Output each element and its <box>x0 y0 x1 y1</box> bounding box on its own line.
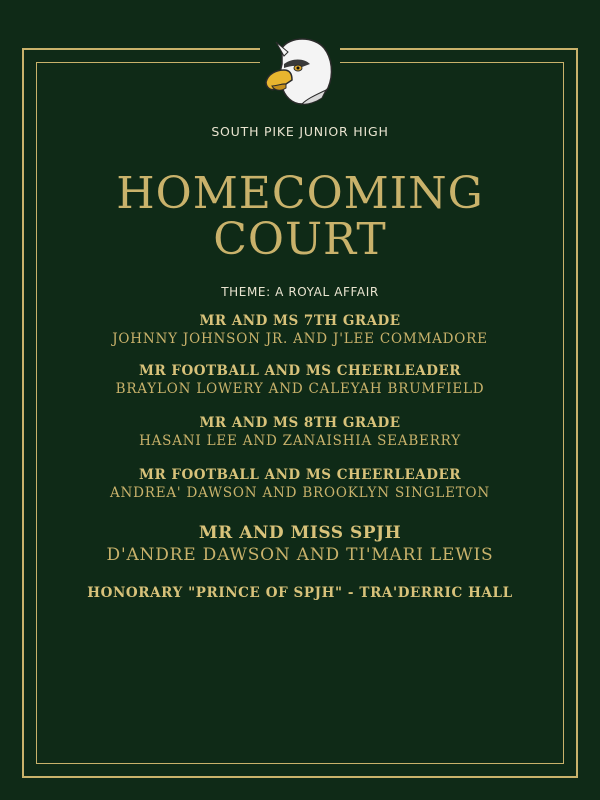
title-court: COURT <box>213 214 387 265</box>
award-names: ANDREA' DAWSON AND BROOKLYN SINGLETON <box>109 485 491 501</box>
poster-content <box>40 118 560 601</box>
award-names: HASANI LEE AND ZANAISHIA SEABERRY <box>139 433 461 449</box>
award-title: MR AND MS 8TH GRADE <box>199 415 401 431</box>
award-football-cheer-8th <box>40 467 560 501</box>
award-title: MR AND MISS SPJH <box>198 523 402 543</box>
award-8th-grade <box>40 415 560 449</box>
school-name: SOUTH PIKE JUNIOR HIGH <box>211 124 389 139</box>
award-mr-miss-spjh <box>40 523 560 565</box>
award-title: MR AND MS 7TH GRADE <box>199 313 401 329</box>
award-names: BRAYLON LOWERY AND CALEYAH BRUMFIELD <box>115 381 485 397</box>
eagle-head-icon <box>262 34 338 106</box>
honorary-prince: HONORARY "PRINCE OF SPJH" - TRA'DERRIC HALL <box>87 585 513 601</box>
award-7th-grade <box>40 313 560 347</box>
award-names: JOHNNY JOHNSON JR. AND J'LEE COMMADORE <box>112 331 488 347</box>
award-title: MR FOOTBALL AND MS CHEERLEADER <box>139 467 461 483</box>
title-homecoming: HOMECOMING <box>116 168 484 219</box>
award-names: D'ANDRE DAWSON AND TI'MARI LEWIS <box>106 545 494 565</box>
award-football-cheer-7th <box>40 363 560 397</box>
theme-line: THEME: A ROYAL AFFAIR <box>221 285 379 299</box>
award-title: MR FOOTBALL AND MS CHEERLEADER <box>139 363 461 379</box>
